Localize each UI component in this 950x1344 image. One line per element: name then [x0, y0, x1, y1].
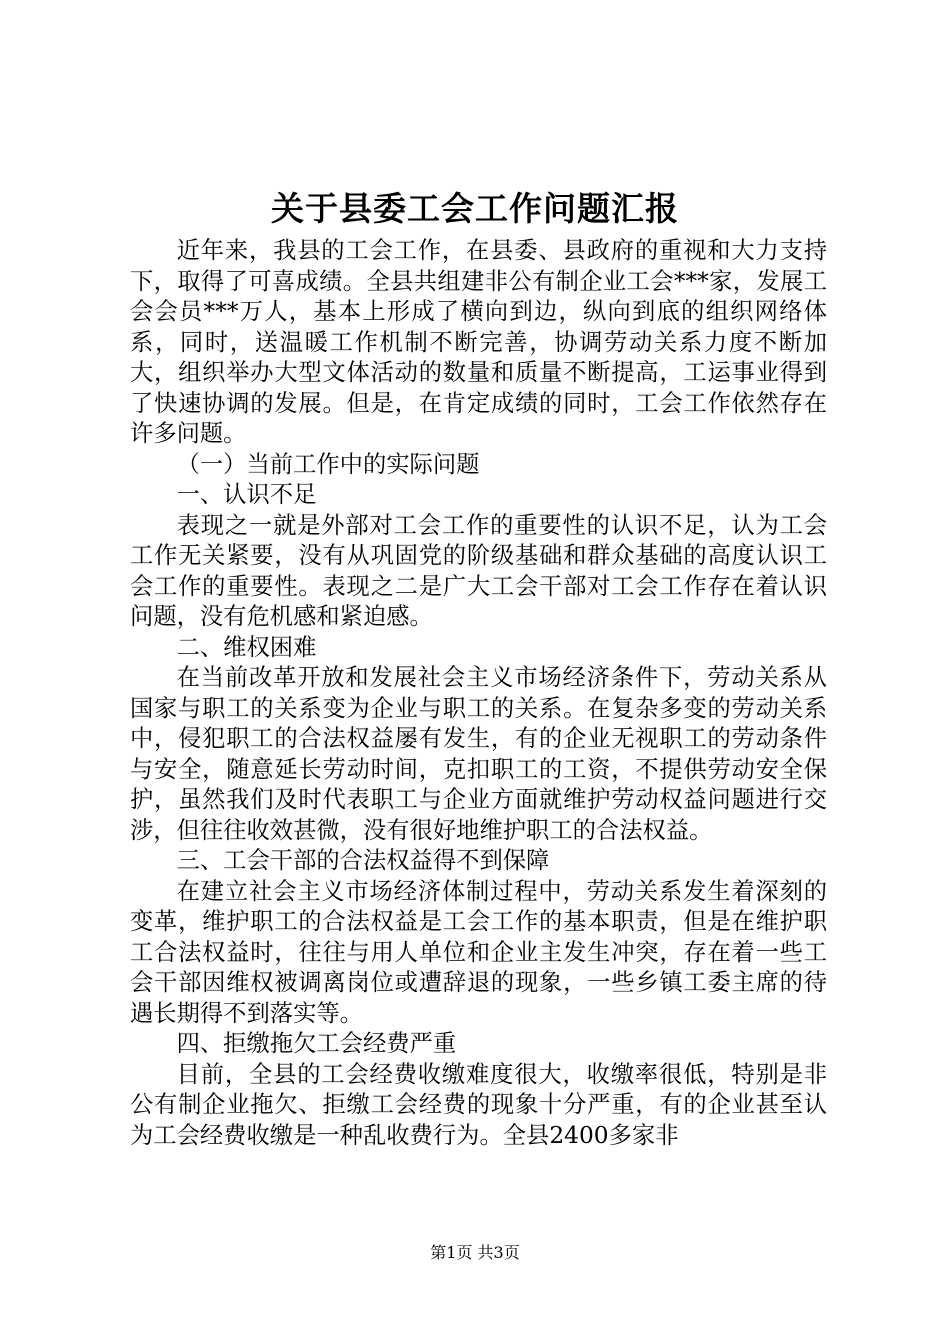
document-body [130, 236, 827, 1151]
page-number: 第1页 共3页 [430, 1243, 520, 1262]
subheading-cadre-rights: 三、工会干部的合法权益得不到保障 [176, 847, 550, 874]
section-heading-current-problems: （一）当前工作中的实际问题 [176, 450, 480, 478]
document-title: 关于县委工会工作问题汇报 [271, 189, 679, 228]
subheading-insufficient-awareness: 一、认识不足 [176, 481, 317, 508]
paragraph-awareness: 表现之一就是外部对工会工作的重要性的认识不足，认为工会工作无关紧要，没有从巩固党的阶级基础和群众基础的高度认识工会工作的重要性。表现之二是广大工会干部对工会工作存在着认识问题，没有危机感和紧迫感。 [130, 511, 827, 630]
paragraph-rights: 在当前改革开放和发展社会主义市场经济条件下，劳动关系从国家与职工的关系变为企业与职工的关系。在复杂多变的劳动关系中，侵犯职工的合法权益屡有发生，有的企业无视职工的劳动条件与安全，随意延长劳动时间，克扣职工的工资，不提供劳动安全保护，虽然我们及时代表职工与企业方面就维护劳动权益问题进行交涉，但往往收效甚微，没有很好地维护职工的合法权益。 [130, 664, 827, 844]
intro-paragraph: 近年来，我县的工会工作，在县委、县政府的重视和大力支持下，取得了可喜成绩。全县共组建非公有制企业工会***家，发展工会会员***万人，基本上形成了横向到边，纵向到底的组织网络体系，同时，送温暖工作机制不断完善，协调劳动关系力度不断加大，组织举办大型文体活动的数量和质量不断提高，工运事业得到了快速协调的发展。但是，在肯定成绩的同时，工会工作依然存在许多问题。 [130, 237, 827, 447]
paragraph-union-dues: 目前，全县的工会经费收缴难度很大，收缴率很低，特别是非公有制企业拖欠、拒缴工会经费的现象十分严重，有的企业甚至认为工会经费收缴是一种乱收费行为。全县2400多家非 [130, 1060, 827, 1149]
paragraph-cadre-rights: 在建立社会主义市场经济体制过程中，劳动关系发生着深刻的变革，维护职工的合法权益是工会工作的基本职责，但是在维护职工合法权益时，往往与用人单位和企业主发生冲突，存在着一些工会干部因维权被调离岗位或遭辞退的现象，一些乡镇工委主席的待遇长期得不到落实等。 [130, 877, 827, 1027]
subheading-rights-difficulty: 二、维权困难 [176, 633, 317, 661]
subheading-union-dues: 四、拒缴拖欠工会经费严重 [176, 1030, 457, 1057]
